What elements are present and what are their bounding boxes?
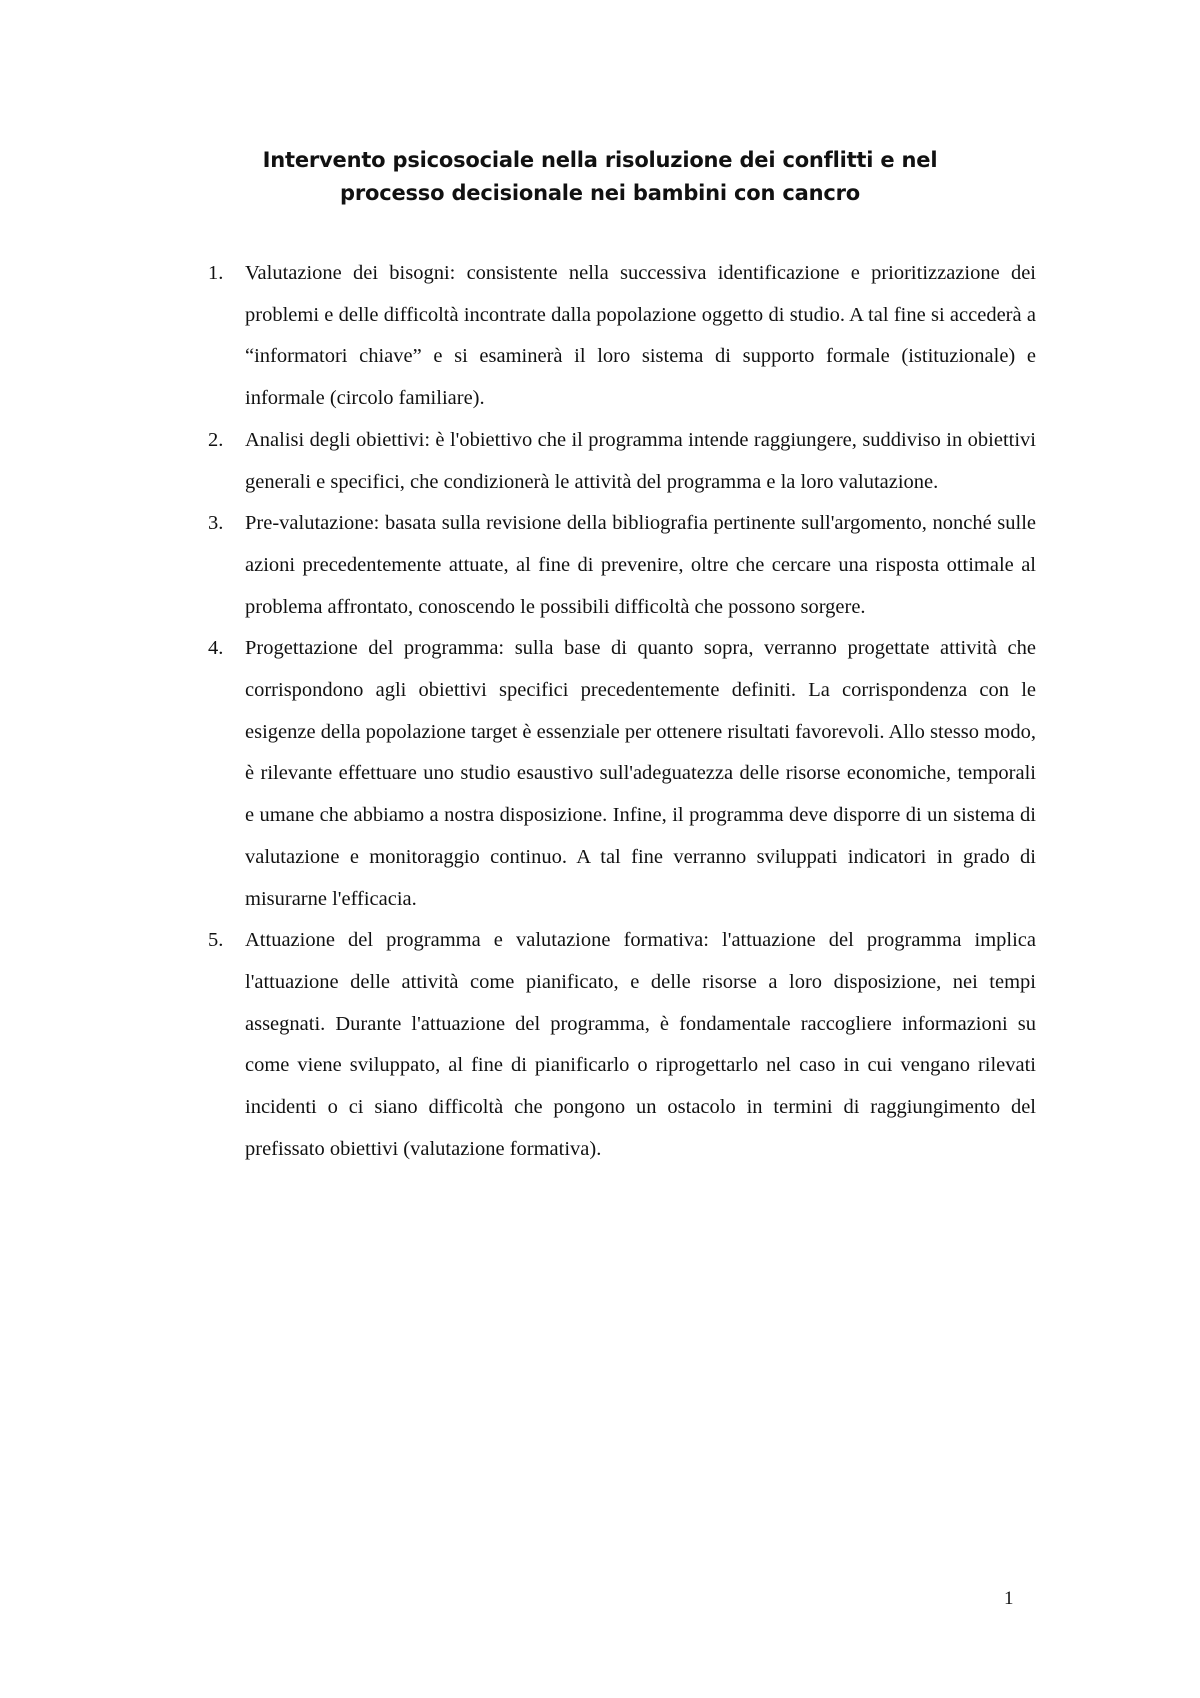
list-item-text: Attuazione del programma e valutazione formativa: l'attuazione del programma implica l'attuazione delle attività come pianificato, e delle risorse a loro disposizione, nei tempi assegnati. Durante l'attuazione del programma, è fondamentale raccogliere informazioni su come viene sviluppato, al fine di pianificarlo o riprogettarlo nel caso in cui vengano rilevati incidenti o ci siano difficoltà che pongono un ostacolo in termini di raggiungimento del prefissato obiettivi (valutazione formativa).	[245, 929, 1036, 1160]
list-item-text: Valutazione dei bisogni: consistente nella successiva identificazione e prioritizzazione dei problemi e delle difficoltà incontrate dalla popolazione oggetto di studio. A tal fine si accederà a “informatori chiave” e si esaminerà il loro sistema di supporto formale (istituzionale) e informale (circolo familiare).	[245, 262, 1036, 410]
list-item	[190, 420, 1036, 503]
list-item-text: Pre-valutazione: basata sulla revisione della bibliografia pertinente sull'argomento, nonché sulle azioni precedentemente attuate, al fine di prevenire, oltre che cercare una risposta ottimale al problema affrontato, conoscendo le possibili difficoltà che possono sorgere.	[245, 512, 1036, 618]
list-item-number: 1.	[208, 262, 224, 284]
list-item-number: 3.	[208, 512, 224, 535]
list-item	[190, 920, 1036, 1170]
list-item	[190, 628, 1036, 920]
list-item-text: Progettazione del programma: sulla base di quanto sopra, verranno progettate attività che corrispondono agli obiettivi specifici precedentemente definiti. La corrispondenza con le esigenze della popolazione target è essenziale per ottenere risultati favorevoli. Allo stesso modo, è rilevante effettuare uno studio esaustivo sull'adeguatezza delle risorse economiche, temporali e umane che abbiamo a nostra disposizione. Infine, il programma deve disporre di un sistema di valutazione e monitoraggio continuo. A tal fine verranno sviluppati indicatori in grado di misurarne l'efficacia.	[245, 637, 1036, 910]
page-number: 1	[1004, 1588, 1014, 1609]
numbered-list	[190, 253, 1036, 1170]
list-item-number: 4.	[208, 637, 224, 660]
document-title	[150, 144, 1050, 210]
list-item-number: 2.	[208, 428, 224, 451]
document-title-line-1: Intervento psicosociale nella risoluzione dei conflitti e nel	[262, 148, 938, 173]
list-item	[190, 503, 1036, 628]
list-item-text: Analisi degli obiettivi: è l'obiettivo che il programma intende raggiungere, suddiviso in obiettivi generali e specifici, che condizionerà le attività del programma e la loro valutazione.	[245, 428, 1036, 493]
document-title-line-2: processo decisionale nei bambini con cancro	[340, 181, 860, 206]
list-item-number: 5.	[208, 929, 224, 952]
list-item	[190, 253, 1036, 420]
